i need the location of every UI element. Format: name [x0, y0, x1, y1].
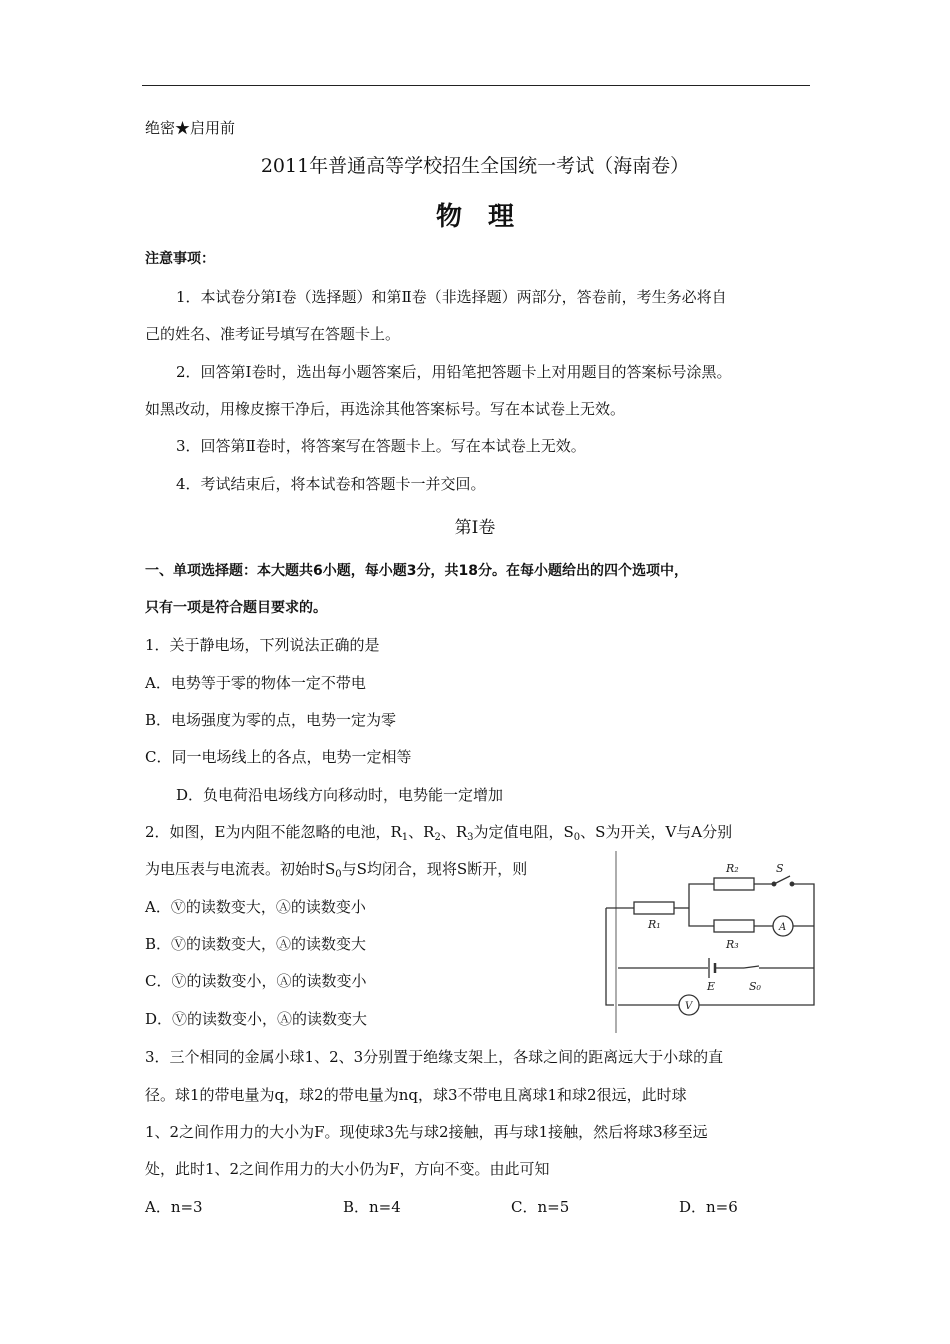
- wire-branch-top: [689, 884, 714, 908]
- note-1-line-2: 己的姓名、准考证号填写在答题卡上。: [145, 325, 401, 343]
- q2-option-c: C．Ⓥ的读数变小，Ⓐ的读数变小: [145, 972, 367, 990]
- note-1-line-1: 1．本试卷分第Ⅰ卷（选择题）和第Ⅱ卷（非选择题）两部分，答卷前，考生务必将自: [176, 288, 727, 306]
- label-e: E: [707, 980, 716, 993]
- resistor-r2: [714, 878, 754, 890]
- q3-option-d: D．n=6: [679, 1198, 738, 1216]
- note-3: 3．回答第Ⅱ卷时，将答案写在答题卡上。写在本试卷上无效。: [176, 437, 586, 455]
- note-2-line-2: 如黑改动，用橡皮擦干净后，再选涂其他答案标号。写在本试卷上无效。: [145, 400, 626, 418]
- section-instructions-line-2: 只有一项是符合题目要求的。: [145, 600, 327, 616]
- q3-option-c: C．n=5: [511, 1198, 570, 1216]
- q2-option-a: A．Ⓥ的读数变大，Ⓐ的读数变小: [145, 898, 366, 916]
- section-title: 第Ⅰ卷: [454, 518, 496, 538]
- switch-s-pivot: [772, 882, 776, 886]
- q2-option-b: B．Ⓥ的读数变大，Ⓐ的读数变大: [145, 935, 367, 953]
- wire-left: [606, 908, 614, 1005]
- q3-stem-line-1: 3．三个相同的金属小球1、2、3分别置于绝缘支架上，各球之间的距离远大于小球的直: [145, 1048, 724, 1066]
- label-ammeter: A: [779, 922, 787, 933]
- label-s0: S₀: [749, 980, 761, 993]
- label-voltmeter: V: [685, 1001, 693, 1012]
- q1-option-a: A．电势等于零的物体一定不带电: [145, 674, 366, 692]
- resistor-r3: [714, 920, 754, 932]
- q3-stem-line-2: 径。球1的带电量为q，球2的带电量为nq，球3不带电且离球1和球2很远，此时球: [145, 1086, 687, 1104]
- q3-option-a: A．n=3: [145, 1198, 203, 1216]
- wire-branch-bottom: [689, 908, 714, 926]
- resistor-r1: [634, 902, 674, 914]
- label-r2: R₂: [726, 862, 739, 875]
- label-r1: R₁: [648, 918, 661, 931]
- q1-stem: 1．关于静电场，下列说法正确的是: [145, 636, 380, 654]
- switch-s: [774, 876, 790, 884]
- q3-stem-line-3: 1、2之间作用力的大小为F。现使球3先与球2接触，再与球1接触，然后将球3移至远: [145, 1123, 708, 1141]
- q1-option-b: B．电场强度为零的点，电势一定为零: [145, 711, 397, 729]
- secret-label: 绝密★启用前: [145, 119, 236, 137]
- label-r3: R₃: [726, 938, 739, 951]
- label-s: S: [776, 862, 784, 875]
- q2-stem-line-1: 2．如图，E为内阻不能忽略的电池，$R_1$、$R_2$、$R_3$为定值电阻，$S_0$、S为开关，V与A分别: [145, 823, 733, 843]
- note-4: 4．考试结束后，将本试卷和答题卡一并交回。: [176, 475, 486, 493]
- note-2-line-1: 2．回答第Ⅰ卷时，选出每小题答案后，用铅笔把答题卡上对用题目的答案标号涂黑。: [176, 363, 732, 381]
- q3-option-b: B．n=4: [343, 1198, 401, 1216]
- circuit-diagram: [596, 848, 826, 1036]
- exam-title: 2011年普通高等学校招生全国统一考试（海南卷）: [260, 155, 690, 177]
- q1-option-d: D．负电荷沿电场线方向移动时，电势能一定增加: [176, 786, 504, 804]
- q2-stem-line-2: 为电压表与电流表。初始时$S_0$与S均闭合，现将S断开，则: [145, 860, 528, 880]
- q2-option-d: D．Ⓥ的读数变小，Ⓐ的读数变大: [145, 1010, 368, 1028]
- notes-heading: 注意事项：: [145, 251, 215, 267]
- section-instructions-line-1: 一、单项选择题：本大题共6小题，每小题3分，共18分。在每小题给出的四个选项中，: [145, 563, 688, 579]
- q3-stem-line-4: 处，此时1、2之间作用力的大小仍为F，方向不变。由此可知: [145, 1160, 550, 1178]
- subject-title: 物 理: [435, 202, 514, 232]
- header-rule: [142, 85, 810, 86]
- q1-option-c: C．同一电场线上的各点，电势一定相等: [145, 748, 412, 766]
- switch-s0: [744, 966, 759, 968]
